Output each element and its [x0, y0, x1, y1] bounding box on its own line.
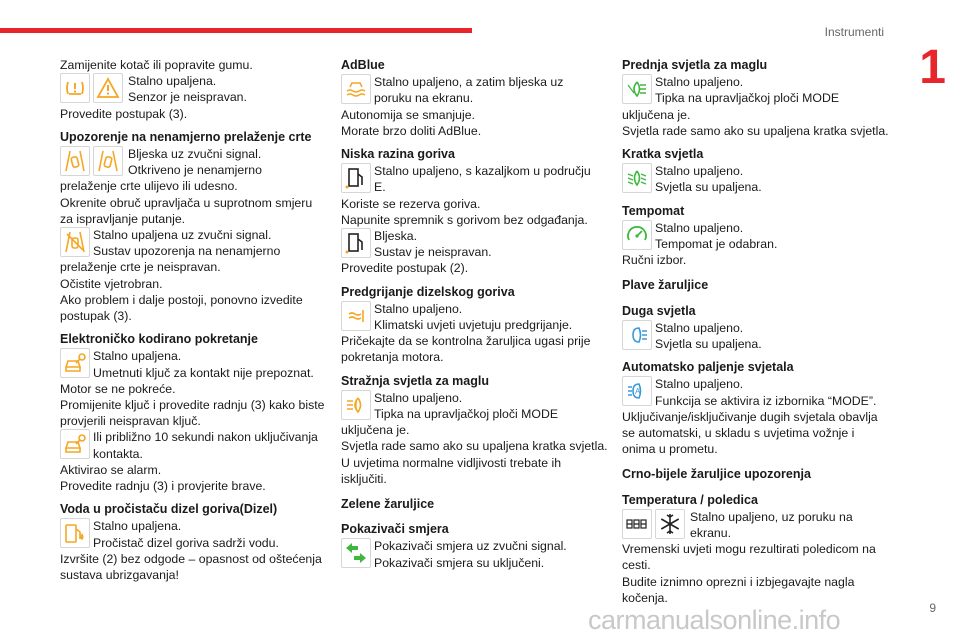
- frontfog-l1: Stalno upaljeno.: [655, 75, 744, 90]
- rearfog-a3: U uvjetima normalne vidljivosti trebate ih: [341, 455, 562, 470]
- lane-title: Upozorenje na nenamjerno prelaženje crte: [60, 129, 312, 144]
- lane-row-b: [60, 227, 352, 259]
- adblue-a1: Autonomija se smanjuje.: [341, 107, 475, 122]
- glow-title: Predgrijanje dizelskog goriva: [341, 284, 515, 299]
- immo-row-b: [60, 429, 352, 461]
- adblue-icon: [341, 74, 371, 104]
- glow-a2: pokretanja motora.: [341, 350, 444, 365]
- page-number: 9: [929, 601, 936, 615]
- frontfog-row: [622, 74, 914, 106]
- tyre-intro: Zamijenite kotač ili popravite gumu.: [60, 58, 253, 72]
- adblue-l2: poruku na ekranu.: [374, 91, 474, 106]
- immo-a4: Promijenite ključ i provedite radnju (3) kako biste: [60, 398, 325, 413]
- immo-b2: kontakta.: [93, 446, 143, 461]
- auto-a3: onima u prometu.: [622, 442, 718, 457]
- rearfog-a1: uključena je.: [341, 423, 410, 438]
- cruise-control-icon: [622, 220, 652, 250]
- main-title: Duga svjetla: [622, 303, 696, 318]
- column-3: [622, 57, 914, 606]
- main-l2: Svjetla su upaljena.: [655, 337, 762, 352]
- chapter-number: 1: [919, 41, 946, 94]
- cruise-row: [622, 220, 914, 252]
- cruise-l1: Stalno upaljeno.: [655, 220, 744, 235]
- dipped-l2: Svjetla su upaljena.: [655, 180, 762, 195]
- frontfog-l2: Tipka na upravljačkoj ploči MODE: [655, 91, 840, 106]
- rearfog-row: [341, 390, 633, 422]
- water-in-fuel-icon: [60, 518, 90, 548]
- blue-section-title: Plave žaruljice: [622, 278, 709, 293]
- main-l1: Stalno upaljeno.: [655, 320, 744, 335]
- front-fog-icon: [622, 74, 652, 104]
- auto-l1: Stalno upaljeno.: [655, 377, 744, 392]
- glow-plug-icon: [341, 301, 371, 331]
- ice-a1: Vremenski uvjeti mogu rezultirati poledicom na: [622, 542, 876, 557]
- immo-a1: Stalno upaljena.: [93, 349, 182, 364]
- main-beam-icon: [622, 320, 652, 350]
- rearfog-l2: Tipka na upravljačkoj ploči MODE: [374, 407, 559, 422]
- water-row: [60, 518, 352, 550]
- temperature-display-icon: [622, 509, 652, 539]
- warning-triangle-icon: [93, 73, 123, 103]
- auto-main-beam-icon: [622, 376, 652, 406]
- indic-l2: Pokazivači smjera su uključeni.: [374, 555, 545, 570]
- adblue-title: AdBlue: [341, 58, 385, 72]
- watermark: carmanualsonline.info: [588, 605, 841, 635]
- lane-a5: za ispravljanje putanje.: [60, 211, 186, 226]
- ice-a4: kočenja.: [622, 590, 668, 605]
- water-a2: sustava ubrizgavanja!: [60, 568, 179, 583]
- auto-row: [622, 376, 914, 408]
- auto-a1: Uključivanje/isključivanje dugih svjetala obavlja: [622, 409, 878, 424]
- indic-row: [341, 538, 633, 570]
- dipped-beam-icon: [622, 163, 652, 193]
- lane-b1: Stalno upaljena uz zvučni signal.: [93, 228, 272, 243]
- rearfog-l1: Stalno upaljeno.: [374, 390, 463, 405]
- ice-a3: Budite iznimno oprezni i izbjegavajte nagla: [622, 574, 855, 589]
- auto-a2: se automatski, u skladu s uvjetima vožnje i: [622, 426, 855, 441]
- rearfog-a2: Svjetla rade samo ako su upaljena kratka svjetla.: [341, 439, 608, 454]
- auto-title: Automatsko paljenje svjetala: [622, 360, 794, 375]
- lane-a1: Bljeska uz zvučni signal.: [128, 147, 262, 162]
- fuel-a2: Napunite spremnik s gorivom bez odgađanja.: [341, 212, 588, 227]
- glow-row: [341, 301, 633, 333]
- fuel-pump-icon: [341, 163, 371, 193]
- fuel-title: Niska razina goriva: [341, 147, 455, 162]
- ice-l2: ekranu.: [690, 526, 732, 541]
- frontfog-a1: uključena je.: [622, 107, 691, 122]
- immo-a2: Umetnuti ključ za kontakt nije prepoznat.: [93, 365, 314, 380]
- fuel-l1: Stalno upaljeno, s kazaljkom u području: [374, 164, 591, 179]
- dipped-title: Kratka svjetla: [622, 147, 704, 162]
- lane-departure-icon: [93, 146, 123, 176]
- lane-a3: prelaženje crte ulijevo ili udesno.: [60, 179, 238, 194]
- immo-b3: Aktivirao se alarm.: [60, 462, 162, 477]
- rear-fog-icon: [341, 390, 371, 420]
- immo-row-a: [60, 348, 352, 380]
- svg-text:A: A: [635, 387, 641, 397]
- water-a1: Izvršite (2) bez odgode – opasnost od oštećenja: [60, 551, 322, 566]
- dipped-l1: Stalno upaljeno.: [655, 164, 744, 179]
- lane-departure-icon: [60, 146, 90, 176]
- ice-a2: cesti.: [622, 558, 651, 573]
- rearfog-a4: isključiti.: [341, 471, 387, 486]
- immo-b4: Provedite radnju (3) i provjerite brave.: [60, 479, 266, 494]
- lane-b2: Sustav upozorenja na nenamjerno: [93, 244, 281, 259]
- indic-title: Pokazivači smjera: [341, 522, 449, 537]
- immo-b1: Ili približno 10 sekundi nakon uključivanja: [93, 430, 318, 445]
- cruise-a1: Ručni izbor.: [622, 253, 687, 268]
- frontfog-a2: Svjetla rade samo ako su upaljena kratka svjetla.: [622, 123, 889, 138]
- main-row: [622, 320, 914, 352]
- tyre-line-1: Stalno upaljena.: [128, 74, 217, 89]
- lane-departure-icon: [60, 227, 90, 257]
- indic-l1: Pokazivači smjera uz zvučni signal.: [374, 539, 567, 554]
- immo-a3: Motor se ne pokreće.: [60, 381, 176, 396]
- adblue-a2: Morate brzo doliti AdBlue.: [341, 123, 482, 138]
- tyre-after: Provedite postupak (3).: [60, 106, 188, 121]
- lane-b4: Očistite vjetrobran.: [60, 276, 163, 291]
- fuel-row-b: [341, 228, 633, 260]
- glow-a1: Pričekajte da se kontrolna žaruljica ugasi prije: [341, 334, 591, 349]
- adblue-l1: Stalno upaljeno, a zatim bljeska uz: [374, 75, 564, 90]
- lane-row-a: [60, 146, 352, 178]
- fuel-b3: Provedite postupak (2).: [341, 261, 469, 276]
- tyre-row: [60, 73, 352, 105]
- cruise-title: Tempomat: [622, 203, 685, 218]
- green-section-title: Zelene žaruljice: [341, 497, 435, 512]
- fuel-b2: Sustav je neispravan.: [374, 245, 492, 260]
- cruise-l2: Tempomat je odabran.: [655, 237, 778, 252]
- tyre-line-2: Senzor je neispravan.: [128, 90, 247, 105]
- water-title: Voda u pročistaču dizel goriva(Dizel): [60, 502, 278, 517]
- fuel-a1: Koriste se rezerva goriva.: [341, 196, 481, 211]
- lane-b5: Ako problem i dalje postoji, ponovno izvedite: [60, 292, 303, 307]
- glow-l1: Stalno upaljeno.: [374, 301, 463, 316]
- adblue-row: [341, 74, 633, 106]
- bw-section-title: Crno-bijele žaruljice upozorenja: [622, 467, 811, 482]
- water-l1: Stalno upaljena.: [93, 519, 182, 534]
- key-car-icon: [60, 348, 90, 378]
- column-2: [341, 57, 633, 571]
- header-accent-bar: [0, 28, 472, 33]
- fuel-b1: Bljeska.: [374, 229, 418, 244]
- fuel-l2: E.: [374, 180, 386, 195]
- immo-title: Elektroničko kodirano pokretanje: [60, 332, 258, 347]
- dipped-row: [622, 163, 914, 195]
- fuel-pump-icon: [341, 228, 371, 258]
- frontfog-title: Prednja svjetla za maglu: [622, 58, 768, 72]
- ice-l1: Stalno upaljeno, uz poruku na: [690, 509, 853, 524]
- lane-b6: postupak (3).: [60, 309, 132, 324]
- lane-a2: Otkriveno je nenamjerno: [128, 163, 262, 178]
- ice-row: [622, 509, 914, 541]
- tyre-pressure-icon: [60, 73, 90, 103]
- key-car-icon: [60, 429, 90, 459]
- lane-b3: prelaženje crte je neispravan.: [60, 260, 221, 275]
- indicator-arrows-icon: [341, 538, 371, 568]
- immo-a5: provjerili neispravan ključ.: [60, 414, 201, 429]
- ice-title: Temperatura / poledica: [622, 492, 758, 507]
- lane-a4: Okrenite obruč upravljača u suprotnom smjeru: [60, 195, 313, 210]
- column-1: [60, 57, 352, 583]
- glow-l2: Klimatski uvjeti uvjetuju predgrijanje.: [374, 318, 573, 333]
- snowflake-icon: [655, 509, 685, 539]
- water-l2: Pročistač dizel goriva sadrži vodu.: [93, 535, 279, 550]
- chapter-title: Instrumenti: [824, 25, 884, 39]
- fuel-row-a: [341, 163, 633, 195]
- auto-l2: Funkcija se aktivira iz izbornika “MODE”.: [655, 393, 877, 408]
- rearfog-title: Stražnja svjetla za maglu: [341, 373, 489, 388]
